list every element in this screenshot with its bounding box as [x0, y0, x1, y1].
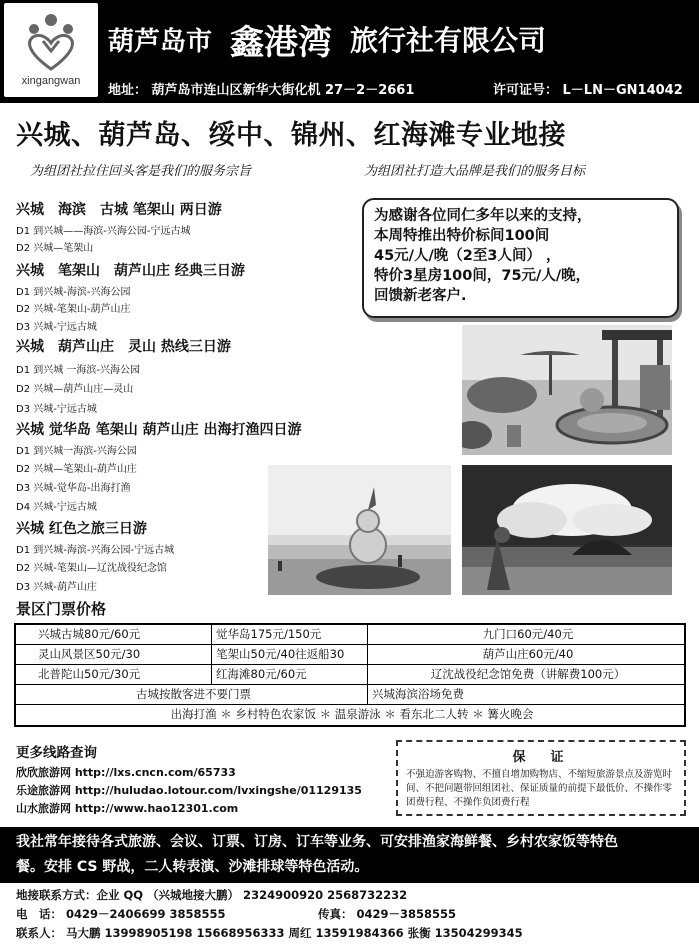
page-headline: 兴城、葫芦岛、绥中、锦州、红海滩专业地接	[16, 120, 566, 151]
ticket-row	[16, 705, 684, 725]
route-day: D1 到兴城-海滨-兴海公园-宁远古城	[16, 545, 175, 556]
route-day: D2 兴城-笔架山—辽沈战役纪念馆	[16, 563, 167, 574]
company-name	[108, 14, 546, 64]
route-day: D1 到兴城 一海滨-兴海公园	[16, 365, 141, 376]
family-logo-icon	[21, 11, 81, 73]
photo-gourd-sculpture	[268, 465, 451, 595]
route-day: D1 到兴城-海滨-兴海公园	[16, 287, 131, 298]
promo-line: 本周特推出特价标间100间	[374, 228, 550, 244]
ticket-cell: 灵山风景区50元/30	[16, 645, 212, 664]
ticket-row	[16, 685, 684, 705]
license-number: 许可证号： L－LN－GN14042	[493, 83, 683, 98]
ticket-cell: 觉华岛175元/150元	[212, 625, 368, 644]
route-day: D3 兴城-觉华岛-出海打渔	[16, 483, 131, 494]
services-banner	[0, 827, 699, 883]
slogan-left: 为组团社拉住回头客是我们的服务宗旨	[30, 164, 252, 179]
ticket-cell: 红海滩80元/60元	[212, 665, 368, 684]
guarantee-title: 保 证	[512, 750, 570, 765]
route-day: D1 到兴城——海滨-兴海公园-宁远古城	[16, 226, 191, 237]
photo-park-pavilion	[462, 325, 672, 455]
company-address: 地址： 葫芦岛市连山区新华大街化机 27－2－2661	[108, 83, 415, 98]
ticket-row	[16, 625, 684, 645]
route-day: D2 兴城-笔架山-葫芦山庄	[16, 304, 131, 315]
link-hao12301[interactable]: 山水旅游网 http://www.hao12301.com	[16, 802, 239, 815]
ticket-cell: 九门口60元/40元	[482, 627, 574, 641]
contact-phone: 电 话： 0429－2406699 3858555	[16, 907, 226, 921]
route-day: D3 兴城-宁远古城	[16, 322, 97, 333]
guarantee-body: 不强迫游客购物、不擅自增加购物店、不缩短旅游景点及游览时间、不把问题带回组团社、保证质量的前提下最低价、不操作零团费行程、不操作负团费行程	[406, 769, 673, 808]
promo-box	[362, 198, 679, 318]
route-day: D2 兴城—葫芦山庄—灵山	[16, 384, 134, 395]
company-brand: 鑫港湾	[230, 22, 333, 63]
ticket-cell: 葫芦山庄60元/40	[482, 647, 574, 661]
route-day: D4 兴城-宁远古城	[16, 502, 97, 513]
company-logo	[4, 3, 98, 97]
promo-line: 为感谢各位同仁多年以来的支持，	[374, 208, 592, 224]
route-day: D3 兴城-葫芦山庄	[16, 582, 97, 593]
route-title: 兴城 笔架山 葫芦山庄 经典三日游	[16, 263, 245, 279]
company-suffix: 旅行社有限公司	[350, 24, 547, 57]
company-city: 葫芦岛市	[108, 26, 213, 57]
ticket-cell: 兴城古城80元/60元	[16, 625, 212, 644]
logo-text: xingangwan	[21, 75, 81, 87]
ticket-cell: 北普陀山50元/30元	[16, 665, 212, 684]
link-lotour[interactable]: 乐途旅游网 http://huludao.lotour.com/lvxingshe/01129135	[16, 784, 362, 797]
promo-line: 45元/人/晚（2至3人间） ，	[374, 248, 561, 264]
contact-fax: 传真： 0429－3858555	[318, 907, 457, 921]
ticket-row	[16, 665, 684, 685]
route-title: 兴城 海滨 古城 笔架山 两日游	[16, 202, 222, 218]
ticket-table	[14, 623, 686, 727]
route-day: D2 兴城—笔架山-葫芦山庄	[16, 464, 137, 475]
route-day: D1 到兴城一海滨-兴海公园	[16, 446, 137, 457]
route-day: D3 兴城-宁远古城	[16, 404, 97, 415]
ticket-cell: 出海打渔 ＊ 乡村特色农家饭 ＊ 温泉游泳 ＊ 看东北二人转 ＊ 篝火晚会	[170, 707, 534, 721]
ticket-cell: 兴城海滨浴场免费	[372, 687, 464, 701]
link-lxs[interactable]: 欣欣旅游网 http://lxs.cncn.com/65733	[16, 766, 236, 779]
route-title: 兴城 红色之旅三日游	[16, 521, 147, 537]
guarantee-box	[396, 740, 686, 816]
ticket-row	[16, 645, 684, 665]
ticket-cell: 古城按散客进不要门票	[16, 685, 368, 704]
services-line: 餐。安排 CS 野战，二人转表演、沙滩排球等特色活动。	[16, 859, 369, 875]
promo-line: 特价3星房100间，75元/人/晚，	[374, 268, 591, 284]
slogan-right: 为组团社打造大品牌是我们的服务目标	[364, 164, 586, 179]
tickets-title: 景区门票价格	[16, 600, 107, 618]
promo-line: 回馈新老客户.	[374, 288, 467, 304]
header-banner	[0, 0, 699, 103]
route-title: 兴城 觉华岛 笔架山 葫芦山庄 出海打渔四日游	[16, 422, 302, 438]
photo-island-sea	[462, 465, 672, 595]
ticket-cell: 笔架山50元/40往返船30	[212, 645, 368, 664]
route-title: 兴城 葫芦山庄 灵山 热线三日游	[16, 339, 231, 355]
links-title: 更多线路查询	[16, 745, 97, 761]
contact-qq: 地接联系方式：企业 QQ （兴城地接大鹏） 2324900920 2568732232	[16, 888, 408, 902]
route-day: D2 兴城—笔架山	[16, 243, 94, 254]
services-line: 我社常年接待各式旅游、会议、订票、订房、订车等业务、可安排渔家海鲜餐、乡村农家饭等特色	[16, 834, 618, 850]
contact-people: 联系人： 马大鹏 13998905198 15668956333 周红 13591984366 张衡 13504299345	[16, 926, 523, 940]
ticket-cell: 辽沈战役纪念馆免费（讲解费100元）	[430, 667, 626, 681]
